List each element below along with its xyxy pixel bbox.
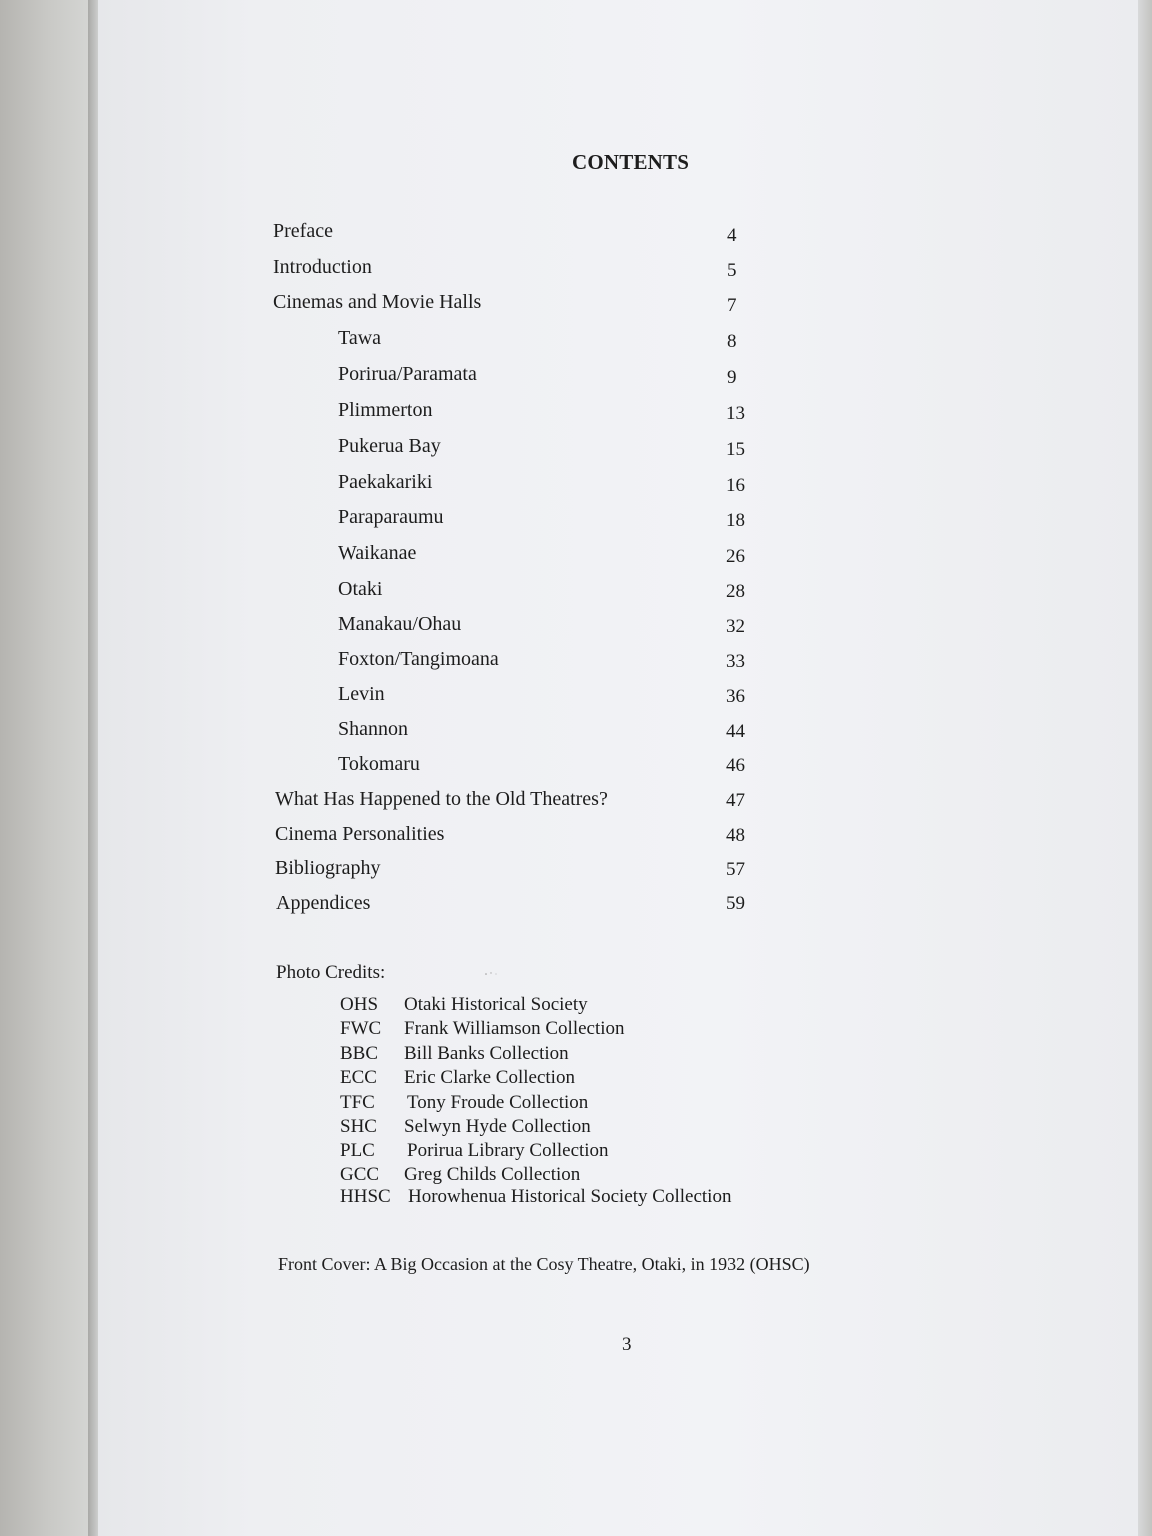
credit-name: Tony Froude Collection [407, 1092, 589, 1113]
contents-page [98, 0, 1138, 1536]
contents-heading: CONTENTS [572, 150, 690, 174]
toc-page-number: 57 [726, 859, 745, 880]
toc-page-number: 9 [727, 367, 737, 388]
credit-code: BBC [340, 1043, 379, 1064]
toc-entry: What Has Happened to the Old Theatres? [275, 788, 608, 810]
toc-page-number: 18 [726, 510, 745, 531]
toc-subentry: Tokomaru [338, 753, 420, 775]
toc-entry: Introduction [273, 256, 372, 278]
toc-page-number: 32 [726, 616, 745, 637]
photo-credit-item [340, 1018, 625, 1040]
credit-code: GCC [340, 1164, 380, 1185]
toc-page-number: 7 [727, 295, 737, 316]
photo-credit-item [340, 994, 588, 1016]
credit-code: FWC [340, 1018, 382, 1039]
credit-code: SHC [340, 1116, 377, 1137]
toc-page-number: 33 [726, 651, 745, 672]
credit-name: Greg Childs Collection [404, 1164, 581, 1185]
toc-page-number: 4 [727, 225, 737, 246]
toc-subentry: Porirua/Paramata [338, 363, 477, 385]
toc-page-number: 36 [726, 686, 745, 707]
toc-subentry: Paraparaumu [338, 506, 444, 528]
toc-entry: Cinema Personalities [275, 823, 445, 845]
toc-page-number: 48 [726, 825, 745, 846]
facing-page [0, 0, 98, 1536]
toc-entry: Cinemas and Movie Halls [273, 291, 482, 313]
photo-credit-item [340, 1164, 580, 1186]
credit-name: Selwyn Hyde Collection [404, 1116, 591, 1137]
toc-page-number: 46 [726, 755, 745, 776]
credit-code: ECC [340, 1067, 377, 1088]
photo-credit-item [340, 1092, 588, 1114]
toc-page-number: 13 [726, 403, 745, 424]
toc-page-number: 28 [726, 581, 745, 602]
page-number: 3 [622, 1334, 632, 1355]
toc-subentry: Manakau/Ohau [338, 613, 462, 635]
photo-credit-item [340, 1043, 569, 1065]
paper-mark [484, 963, 498, 968]
toc-page-number: 59 [726, 893, 745, 914]
front-cover-credit: Front Cover: A Big Occasion at the Cosy Theatre, Otaki, in 1932 (OHSC) [278, 1254, 810, 1274]
toc-subentry: Tawa [338, 327, 382, 349]
toc-subentry: Paekakariki [338, 471, 433, 493]
toc-page-number: 47 [726, 790, 745, 811]
toc-page-number: 8 [727, 331, 737, 352]
credit-name: Otaki Historical Society [404, 994, 588, 1015]
toc-subentry: Plimmerton [338, 399, 433, 421]
photo-credit-item [340, 1116, 591, 1138]
credit-code: TFC [340, 1092, 375, 1113]
toc-subentry: Levin [338, 683, 385, 705]
toc-page-number: 15 [726, 439, 745, 460]
credit-name: Eric Clarke Collection [404, 1067, 575, 1088]
toc-page-number: 16 [726, 475, 745, 496]
toc-subentry: Foxton/Tangimoana [338, 648, 499, 670]
page-edge [1138, 0, 1152, 1536]
toc-entry: Preface [273, 220, 333, 242]
toc-entry: Appendices [276, 892, 371, 914]
credit-code: HHSC [340, 1186, 391, 1207]
toc-subentry: Waikanae [338, 542, 417, 564]
photo-credit-item [340, 1067, 575, 1089]
credit-name: Frank Williamson Collection [404, 1018, 625, 1039]
credit-name: Porirua Library Collection [407, 1140, 609, 1161]
photo-credit-item [340, 1186, 731, 1208]
toc-subentry: Pukerua Bay [338, 435, 441, 457]
toc-page-number: 5 [727, 260, 737, 281]
credit-code: OHS [340, 994, 379, 1015]
toc-subentry: Shannon [338, 718, 408, 740]
credit-name: Horowhenua Historical Society Collection [408, 1186, 732, 1207]
credit-name: Bill Banks Collection [404, 1043, 569, 1064]
toc-page-number: 44 [726, 721, 745, 742]
toc-subentry: Otaki [338, 578, 383, 600]
toc-page-number: 26 [726, 546, 745, 567]
photo-credits-label: Photo Credits: [276, 962, 386, 983]
photo-credit-item [340, 1140, 609, 1162]
toc-entry: Bibliography [275, 857, 381, 879]
credit-code: PLC [340, 1140, 375, 1161]
